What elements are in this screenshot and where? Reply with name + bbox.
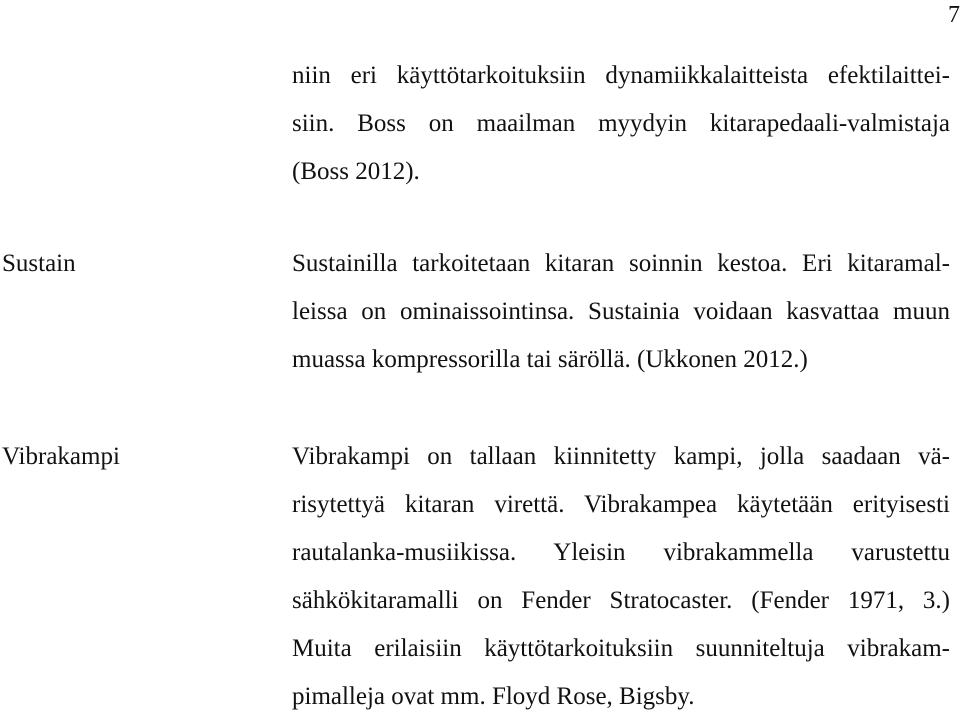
continuation-paragraph <box>292 52 950 196</box>
text-line: niin eri käyttötarkoituksiin dynamiikkalaitteista efektilaittei- <box>292 62 950 89</box>
text-line: rautalanka-musiikissa. Yleisin vibrakammella varustettu <box>292 539 950 566</box>
text-line: muassa kompressorilla tai säröllä. (Ukkonen 2012.) <box>292 346 808 373</box>
definition-sustain <box>292 240 950 384</box>
text-line: Sustainilla tarkoitetaan kitaran soinnin kestoa. Eri kitaramal- <box>292 250 950 277</box>
text-line: (Boss 2012). <box>292 158 420 185</box>
term-sustain: Sustain <box>2 250 76 277</box>
page-number: 7 <box>948 2 960 28</box>
text-line: Vibrakampi on tallaan kiinnitetty kampi, jolla saadaan vä- <box>292 443 950 470</box>
text-line: Muita erilaisiin käyttötarkoituksiin suunniteltuja vibrakam- <box>292 635 950 662</box>
definition-vibrakampi <box>292 433 950 721</box>
text-line: siin. Boss on maailman myydyin kitarapedaali-valmistaja <box>292 110 950 137</box>
text-line: sähkökitaramalli on Fender Stratocaster. (Fender 1971, 3.) <box>292 587 950 614</box>
text-line: leissa on ominaissointinsa. Sustainia voidaan kasvattaa muun <box>292 298 950 325</box>
text-line: risytettyä kitaran virettä. Vibrakampea käytetään erityisesti <box>292 491 950 518</box>
text-line: pimalleja ovat mm. Floyd Rose, Bigsby. <box>292 683 695 710</box>
term-vibrakampi: Vibrakampi <box>2 443 120 470</box>
